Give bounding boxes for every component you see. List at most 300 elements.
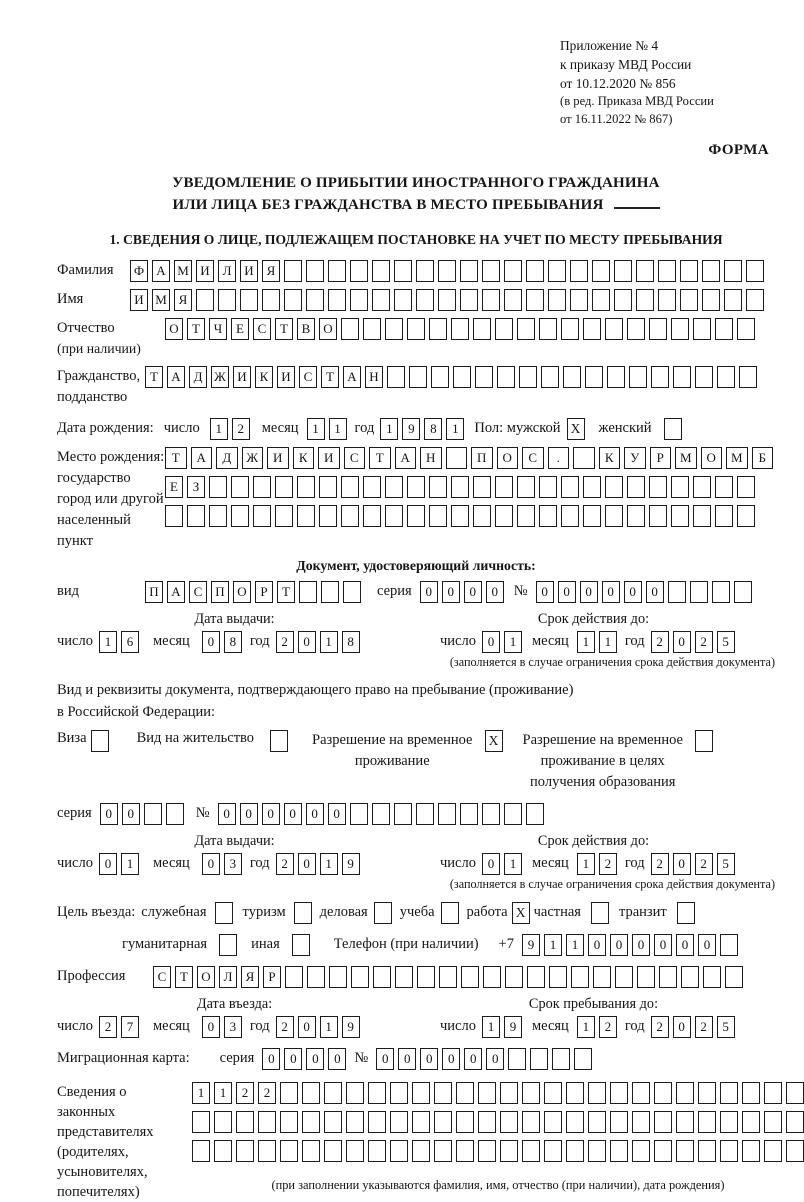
char-cell[interactable] <box>712 581 730 603</box>
char-cell[interactable]: Я <box>262 260 280 282</box>
char-cell[interactable]: 0 <box>482 631 500 653</box>
char-cell[interactable] <box>394 803 412 825</box>
char-cell[interactable]: А <box>152 260 170 282</box>
char-cell[interactable] <box>588 1140 606 1162</box>
char-cell[interactable]: 1 <box>320 1016 338 1038</box>
char-cell[interactable] <box>297 505 315 527</box>
char-cell[interactable] <box>517 505 535 527</box>
char-cell[interactable] <box>610 1140 628 1162</box>
char-cell[interactable]: 1 <box>99 631 117 653</box>
char-cell[interactable] <box>698 1111 716 1133</box>
char-cell[interactable]: 0 <box>420 1048 438 1070</box>
char-cell[interactable]: 2 <box>236 1082 254 1104</box>
char-cell[interactable]: 0 <box>306 803 324 825</box>
char-cell[interactable]: Т <box>277 581 295 603</box>
char-cell[interactable]: 1 <box>210 418 228 440</box>
char-cell[interactable] <box>262 289 280 311</box>
char-cell[interactable] <box>541 366 559 388</box>
char-cell[interactable] <box>328 289 346 311</box>
char-cell[interactable] <box>561 505 579 527</box>
char-cell[interactable]: 1 <box>577 1016 595 1038</box>
char-cell[interactable] <box>676 1082 694 1104</box>
char-cell[interactable]: 0 <box>482 853 500 875</box>
char-cell[interactable] <box>306 260 324 282</box>
char-cell[interactable]: О <box>497 447 519 469</box>
char-cell[interactable] <box>285 966 303 988</box>
char-cell[interactable]: 0 <box>420 581 438 603</box>
char-cell[interactable] <box>610 1111 628 1133</box>
char-cell[interactable] <box>460 803 478 825</box>
char-cell[interactable]: 0 <box>486 1048 504 1070</box>
char-cell[interactable] <box>258 1140 276 1162</box>
char-cell[interactable] <box>614 260 632 282</box>
char-cell[interactable]: А <box>343 366 361 388</box>
char-cell[interactable] <box>412 1082 430 1104</box>
char-cell[interactable]: 1 <box>566 934 584 956</box>
char-cell[interactable] <box>734 581 752 603</box>
char-cell[interactable]: Р <box>650 447 672 469</box>
char-cell[interactable] <box>500 1140 518 1162</box>
char-cell[interactable] <box>253 476 271 498</box>
char-cell[interactable]: 3 <box>224 853 242 875</box>
char-cell[interactable]: 0 <box>698 934 716 956</box>
char-cell[interactable] <box>561 476 579 498</box>
char-cell[interactable] <box>431 366 449 388</box>
char-cell[interactable]: Т <box>165 447 187 469</box>
temp-residence-education-checkbox[interactable] <box>695 730 713 752</box>
char-cell[interactable] <box>649 318 667 340</box>
char-cell[interactable]: Е <box>165 476 183 498</box>
char-cell[interactable] <box>412 1111 430 1133</box>
char-cell[interactable]: 6 <box>121 631 139 653</box>
char-cell[interactable]: 1 <box>320 853 338 875</box>
char-cell[interactable] <box>478 1140 496 1162</box>
char-cell[interactable] <box>680 260 698 282</box>
temp-residence-checkbox[interactable]: X <box>485 730 503 752</box>
char-cell[interactable]: 1 <box>504 631 522 653</box>
char-cell[interactable]: 0 <box>558 581 576 603</box>
char-cell[interactable]: М <box>174 260 192 282</box>
char-cell[interactable] <box>319 505 337 527</box>
char-cell[interactable] <box>253 505 271 527</box>
char-cell[interactable] <box>385 505 403 527</box>
char-cell[interactable] <box>698 1140 716 1162</box>
char-cell[interactable] <box>209 476 227 498</box>
char-cell[interactable]: 0 <box>464 1048 482 1070</box>
char-cell[interactable]: И <box>277 366 295 388</box>
char-cell[interactable]: Е <box>231 318 249 340</box>
char-cell[interactable] <box>438 289 456 311</box>
char-cell[interactable] <box>372 289 390 311</box>
char-cell[interactable] <box>671 476 689 498</box>
char-cell[interactable] <box>583 505 601 527</box>
char-cell[interactable]: Ф <box>130 260 148 282</box>
char-cell[interactable] <box>236 1111 254 1133</box>
char-cell[interactable]: К <box>293 447 315 469</box>
char-cell[interactable] <box>350 260 368 282</box>
char-cell[interactable] <box>737 318 755 340</box>
char-cell[interactable] <box>585 366 603 388</box>
char-cell[interactable]: Ж <box>211 366 229 388</box>
char-cell[interactable] <box>446 447 468 469</box>
char-cell[interactable] <box>363 476 381 498</box>
char-cell[interactable]: 0 <box>284 1048 302 1070</box>
char-cell[interactable] <box>456 1082 474 1104</box>
purpose-private-checkbox[interactable] <box>591 902 609 924</box>
char-cell[interactable] <box>764 1082 782 1104</box>
char-cell[interactable] <box>497 366 515 388</box>
char-cell[interactable]: С <box>522 447 544 469</box>
visa-checkbox[interactable] <box>91 730 109 752</box>
char-cell[interactable] <box>671 505 689 527</box>
char-cell[interactable]: 0 <box>588 934 606 956</box>
char-cell[interactable]: В <box>297 318 315 340</box>
char-cell[interactable]: 0 <box>536 581 554 603</box>
char-cell[interactable] <box>307 966 325 988</box>
char-cell[interactable] <box>627 318 645 340</box>
char-cell[interactable]: 2 <box>258 1082 276 1104</box>
char-cell[interactable] <box>637 966 655 988</box>
char-cell[interactable] <box>720 934 738 956</box>
char-cell[interactable]: 0 <box>262 1048 280 1070</box>
char-cell[interactable] <box>588 1111 606 1133</box>
char-cell[interactable] <box>658 260 676 282</box>
char-cell[interactable]: 9 <box>342 1016 360 1038</box>
char-cell[interactable]: 0 <box>376 1048 394 1070</box>
char-cell[interactable] <box>505 966 523 988</box>
char-cell[interactable] <box>372 260 390 282</box>
char-cell[interactable] <box>412 1140 430 1162</box>
char-cell[interactable]: 1 <box>329 418 347 440</box>
char-cell[interactable] <box>720 1140 738 1162</box>
char-cell[interactable] <box>346 1140 364 1162</box>
purpose-other-checkbox[interactable] <box>292 934 310 956</box>
char-cell[interactable]: Л <box>219 966 237 988</box>
char-cell[interactable] <box>417 966 435 988</box>
char-cell[interactable]: 0 <box>100 803 118 825</box>
char-cell[interactable]: С <box>189 581 207 603</box>
char-cell[interactable]: 7 <box>121 1016 139 1038</box>
char-cell[interactable] <box>319 476 337 498</box>
char-cell[interactable] <box>351 966 369 988</box>
char-cell[interactable]: 1 <box>380 418 398 440</box>
char-cell[interactable]: Р <box>255 581 273 603</box>
char-cell[interactable] <box>632 1140 650 1162</box>
char-cell[interactable]: Д <box>189 366 207 388</box>
char-cell[interactable]: 1 <box>446 418 464 440</box>
char-cell[interactable] <box>461 966 479 988</box>
char-cell[interactable] <box>671 318 689 340</box>
char-cell[interactable] <box>724 260 742 282</box>
char-cell[interactable]: 2 <box>99 1016 117 1038</box>
char-cell[interactable] <box>742 1140 760 1162</box>
char-cell[interactable] <box>539 505 557 527</box>
char-cell[interactable] <box>632 1111 650 1133</box>
char-cell[interactable]: 0 <box>486 581 504 603</box>
char-cell[interactable]: С <box>299 366 317 388</box>
char-cell[interactable] <box>394 289 412 311</box>
char-cell[interactable]: 5 <box>717 853 735 875</box>
char-cell[interactable] <box>574 1048 592 1070</box>
char-cell[interactable] <box>544 1111 562 1133</box>
char-cell[interactable] <box>187 505 205 527</box>
char-cell[interactable]: Т <box>145 366 163 388</box>
char-cell[interactable] <box>390 1082 408 1104</box>
char-cell[interactable] <box>702 260 720 282</box>
char-cell[interactable]: 0 <box>398 1048 416 1070</box>
char-cell[interactable]: О <box>319 318 337 340</box>
char-cell[interactable] <box>526 260 544 282</box>
char-cell[interactable] <box>280 1082 298 1104</box>
char-cell[interactable] <box>658 289 676 311</box>
char-cell[interactable]: К <box>599 447 621 469</box>
purpose-business-checkbox[interactable] <box>374 902 392 924</box>
char-cell[interactable] <box>539 476 557 498</box>
char-cell[interactable] <box>573 447 595 469</box>
char-cell[interactable]: О <box>233 581 251 603</box>
char-cell[interactable]: 1 <box>599 631 617 653</box>
char-cell[interactable] <box>504 803 522 825</box>
char-cell[interactable]: У <box>624 447 646 469</box>
char-cell[interactable] <box>676 1140 694 1162</box>
char-cell[interactable]: 0 <box>610 934 628 956</box>
char-cell[interactable]: 2 <box>599 1016 617 1038</box>
char-cell[interactable] <box>636 289 654 311</box>
char-cell[interactable] <box>341 505 359 527</box>
char-cell[interactable] <box>659 966 677 988</box>
char-cell[interactable]: 2 <box>695 1016 713 1038</box>
char-cell[interactable] <box>605 318 623 340</box>
char-cell[interactable] <box>654 1082 672 1104</box>
char-cell[interactable] <box>526 803 544 825</box>
char-cell[interactable] <box>527 966 545 988</box>
char-cell[interactable]: 9 <box>402 418 420 440</box>
char-cell[interactable] <box>629 366 647 388</box>
char-cell[interactable] <box>429 505 447 527</box>
char-cell[interactable] <box>673 366 691 388</box>
char-cell[interactable]: 0 <box>202 853 220 875</box>
char-cell[interactable]: М <box>152 289 170 311</box>
char-cell[interactable] <box>429 318 447 340</box>
char-cell[interactable]: Д <box>216 447 238 469</box>
char-cell[interactable]: И <box>130 289 148 311</box>
char-cell[interactable] <box>636 260 654 282</box>
purpose-transit-checkbox[interactable] <box>677 902 695 924</box>
char-cell[interactable]: 0 <box>298 1016 316 1038</box>
char-cell[interactable] <box>605 476 623 498</box>
char-cell[interactable] <box>548 260 566 282</box>
char-cell[interactable] <box>236 1140 254 1162</box>
char-cell[interactable] <box>742 1111 760 1133</box>
char-cell[interactable]: И <box>196 260 214 282</box>
char-cell[interactable] <box>407 505 425 527</box>
char-cell[interactable] <box>715 476 733 498</box>
char-cell[interactable]: П <box>471 447 493 469</box>
char-cell[interactable] <box>451 505 469 527</box>
char-cell[interactable] <box>610 1082 628 1104</box>
char-cell[interactable]: 0 <box>580 581 598 603</box>
char-cell[interactable]: 0 <box>328 1048 346 1070</box>
char-cell[interactable]: О <box>197 966 215 988</box>
char-cell[interactable] <box>746 289 764 311</box>
char-cell[interactable] <box>284 289 302 311</box>
char-cell[interactable] <box>275 476 293 498</box>
char-cell[interactable]: 1 <box>577 631 595 653</box>
char-cell[interactable] <box>196 289 214 311</box>
char-cell[interactable]: 1 <box>482 1016 500 1038</box>
char-cell[interactable]: Л <box>218 260 236 282</box>
char-cell[interactable]: 0 <box>298 853 316 875</box>
char-cell[interactable]: А <box>395 447 417 469</box>
char-cell[interactable] <box>302 1140 320 1162</box>
char-cell[interactable]: И <box>233 366 251 388</box>
char-cell[interactable]: 8 <box>342 631 360 653</box>
char-cell[interactable]: 1 <box>320 631 338 653</box>
char-cell[interactable] <box>649 505 667 527</box>
char-cell[interactable] <box>329 966 347 988</box>
char-cell[interactable] <box>482 289 500 311</box>
char-cell[interactable]: 2 <box>651 853 669 875</box>
char-cell[interactable] <box>346 1082 364 1104</box>
char-cell[interactable] <box>519 366 537 388</box>
char-cell[interactable] <box>746 260 764 282</box>
char-cell[interactable]: 1 <box>121 853 139 875</box>
char-cell[interactable] <box>739 366 757 388</box>
char-cell[interactable] <box>500 1082 518 1104</box>
char-cell[interactable] <box>570 289 588 311</box>
char-cell[interactable] <box>693 318 711 340</box>
char-cell[interactable] <box>350 289 368 311</box>
char-cell[interactable] <box>592 260 610 282</box>
char-cell[interactable]: Ж <box>242 447 264 469</box>
char-cell[interactable] <box>328 260 346 282</box>
char-cell[interactable]: 1 <box>544 934 562 956</box>
char-cell[interactable] <box>144 803 162 825</box>
char-cell[interactable] <box>324 1140 342 1162</box>
char-cell[interactable] <box>409 366 427 388</box>
char-cell[interactable] <box>416 289 434 311</box>
char-cell[interactable] <box>299 581 317 603</box>
char-cell[interactable]: 0 <box>654 934 672 956</box>
char-cell[interactable] <box>439 966 457 988</box>
char-cell[interactable] <box>350 803 368 825</box>
char-cell[interactable] <box>717 366 735 388</box>
char-cell[interactable] <box>438 803 456 825</box>
char-cell[interactable]: 8 <box>224 631 242 653</box>
char-cell[interactable]: Н <box>420 447 442 469</box>
char-cell[interactable] <box>475 366 493 388</box>
char-cell[interactable] <box>368 1082 386 1104</box>
char-cell[interactable] <box>407 476 425 498</box>
char-cell[interactable]: 2 <box>276 853 294 875</box>
char-cell[interactable] <box>373 966 391 988</box>
char-cell[interactable] <box>495 505 513 527</box>
char-cell[interactable] <box>649 476 667 498</box>
char-cell[interactable] <box>690 581 708 603</box>
char-cell[interactable] <box>693 505 711 527</box>
char-cell[interactable] <box>451 318 469 340</box>
char-cell[interactable]: 0 <box>202 631 220 653</box>
char-cell[interactable] <box>302 1082 320 1104</box>
char-cell[interactable] <box>720 1082 738 1104</box>
char-cell[interactable] <box>605 505 623 527</box>
char-cell[interactable]: 2 <box>276 1016 294 1038</box>
char-cell[interactable]: 8 <box>424 418 442 440</box>
char-cell[interactable]: А <box>167 366 185 388</box>
char-cell[interactable]: 0 <box>673 1016 691 1038</box>
char-cell[interactable] <box>416 803 434 825</box>
char-cell[interactable] <box>434 1082 452 1104</box>
char-cell[interactable] <box>346 1111 364 1133</box>
char-cell[interactable] <box>500 1111 518 1133</box>
char-cell[interactable] <box>681 966 699 988</box>
char-cell[interactable]: 5 <box>717 1016 735 1038</box>
char-cell[interactable] <box>324 1111 342 1133</box>
char-cell[interactable]: 2 <box>599 853 617 875</box>
char-cell[interactable] <box>583 476 601 498</box>
char-cell[interactable]: 0 <box>328 803 346 825</box>
char-cell[interactable]: К <box>255 366 273 388</box>
char-cell[interactable]: 0 <box>442 1048 460 1070</box>
char-cell[interactable] <box>614 289 632 311</box>
char-cell[interactable]: 9 <box>504 1016 522 1038</box>
char-cell[interactable] <box>615 966 633 988</box>
char-cell[interactable] <box>192 1111 210 1133</box>
char-cell[interactable] <box>607 366 625 388</box>
char-cell[interactable]: 2 <box>232 418 250 440</box>
char-cell[interactable] <box>280 1140 298 1162</box>
char-cell[interactable]: 1 <box>307 418 325 440</box>
char-cell[interactable]: 0 <box>262 803 280 825</box>
char-cell[interactable] <box>702 289 720 311</box>
char-cell[interactable] <box>583 318 601 340</box>
char-cell[interactable] <box>166 803 184 825</box>
char-cell[interactable] <box>549 966 567 988</box>
char-cell[interactable]: 0 <box>240 803 258 825</box>
char-cell[interactable] <box>385 318 403 340</box>
char-cell[interactable] <box>725 966 743 988</box>
purpose-tourism-checkbox[interactable] <box>294 902 312 924</box>
char-cell[interactable] <box>429 476 447 498</box>
char-cell[interactable] <box>724 289 742 311</box>
char-cell[interactable] <box>680 289 698 311</box>
char-cell[interactable]: 0 <box>284 803 302 825</box>
char-cell[interactable]: Я <box>174 289 192 311</box>
char-cell[interactable]: 1 <box>192 1082 210 1104</box>
purpose-study-checkbox[interactable] <box>441 902 459 924</box>
char-cell[interactable] <box>341 476 359 498</box>
char-cell[interactable] <box>530 1048 548 1070</box>
char-cell[interactable] <box>786 1140 804 1162</box>
char-cell[interactable] <box>460 289 478 311</box>
char-cell[interactable] <box>390 1111 408 1133</box>
char-cell[interactable]: 0 <box>218 803 236 825</box>
char-cell[interactable]: 0 <box>464 581 482 603</box>
sex-female-checkbox[interactable] <box>664 418 682 440</box>
char-cell[interactable] <box>720 1111 738 1133</box>
char-cell[interactable] <box>407 318 425 340</box>
char-cell[interactable] <box>483 966 501 988</box>
char-cell[interactable]: З <box>187 476 205 498</box>
char-cell[interactable]: 0 <box>632 934 650 956</box>
char-cell[interactable]: 0 <box>602 581 620 603</box>
char-cell[interactable] <box>302 1111 320 1133</box>
char-cell[interactable] <box>438 260 456 282</box>
char-cell[interactable] <box>165 505 183 527</box>
char-cell[interactable] <box>456 1111 474 1133</box>
char-cell[interactable] <box>482 803 500 825</box>
char-cell[interactable]: 0 <box>298 631 316 653</box>
